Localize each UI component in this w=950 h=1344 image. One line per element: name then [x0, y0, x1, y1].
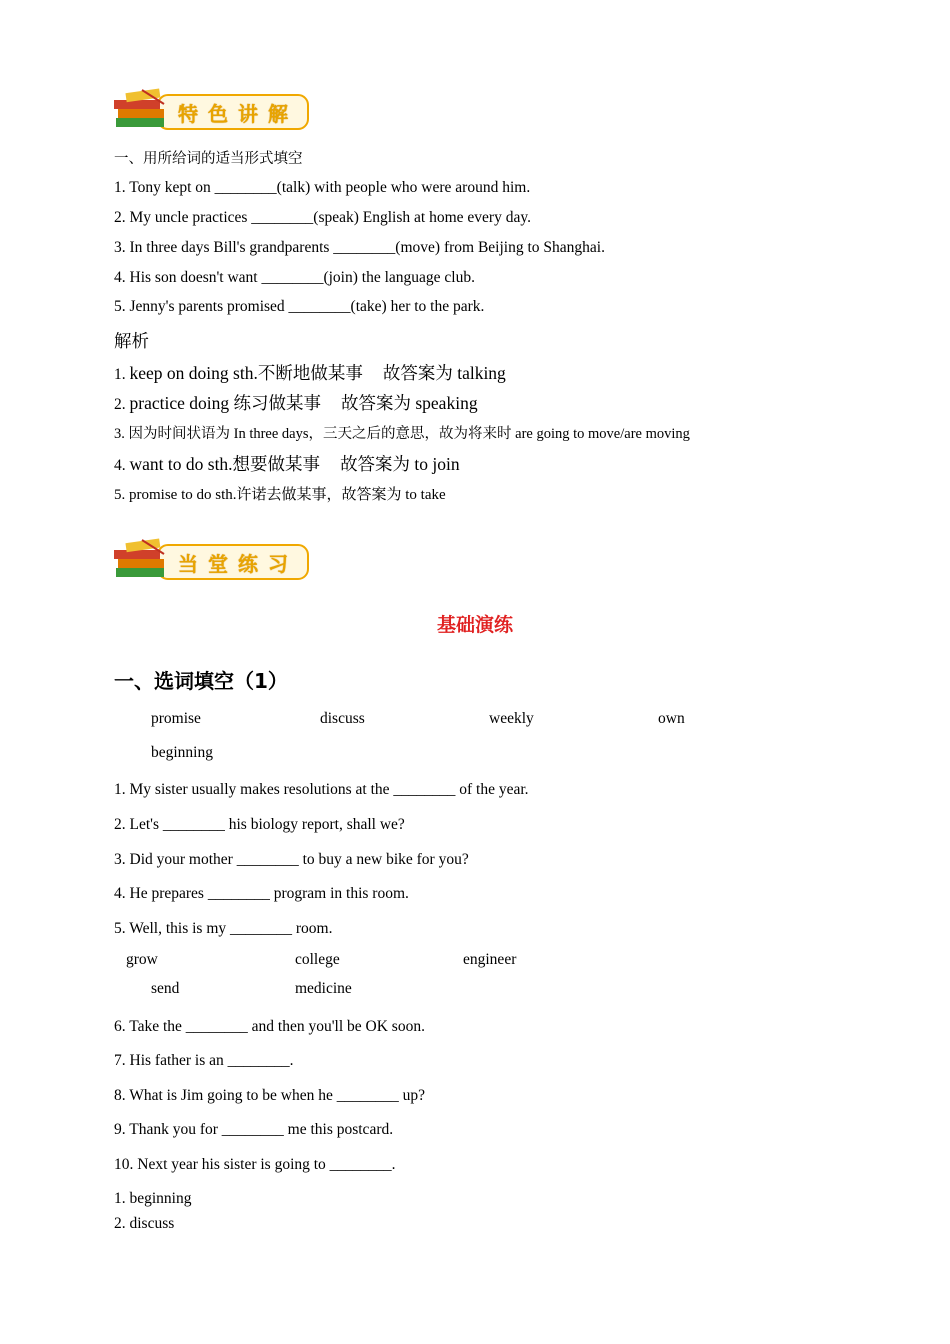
question-c-8: 8. What is Jim going to be when he ________ up? — [114, 1087, 425, 1104]
answer-1: 1. beginning — [114, 1190, 192, 1207]
word-box-2-item: send — [151, 980, 180, 997]
analysis-1 — [114, 363, 506, 385]
analysis-5-rule: 5. promise to do sth.许诺去做某事，故答案为 to take — [114, 487, 446, 503]
analysis-3-rule: 3. 因为时间状语为 In three days，三天之后的意思，故为将来时 are going to move/are moving — [114, 426, 690, 442]
analysis-4-answer: 故答案为 to join — [340, 454, 460, 474]
word-box-2-item: engineer — [463, 951, 517, 968]
word-box-2-item: grow — [126, 951, 158, 968]
exercise-intro: 一、用所给词的适当形式填空 — [114, 151, 303, 167]
analysis-4-num: 4. — [114, 457, 130, 474]
feature-badge-title: 特色讲解 — [178, 102, 298, 126]
analysis-2-answer: 故答案为 speaking — [340, 393, 478, 413]
question-a-4: 4. His son doesn't want ________(join) the language club. — [114, 269, 475, 286]
question-b-1: 1. My sister usually makes resolutions at the ________ of the year. — [114, 781, 529, 798]
analysis-title: 解析 — [114, 332, 149, 352]
word-box-2-item: college — [295, 951, 340, 968]
word-box-1-item: own — [658, 710, 685, 727]
question-b-5: 5. Well, this is my ________ room. — [114, 920, 333, 937]
question-a-2: 2. My uncle practices ________(speak) English at home every day. — [114, 209, 531, 226]
question-a-1: 1. Tony kept on ________(talk) with people who were around him. — [114, 179, 531, 196]
question-b-2: 2. Let's ________ his biology report, shall we? — [114, 816, 405, 833]
analysis-1-num: 1. — [114, 366, 130, 383]
analysis-2-rule: practice doing 练习做某事 — [129, 393, 321, 413]
analysis-3 — [114, 424, 690, 444]
word-box-2-item: medicine — [295, 980, 352, 997]
word-box-1-item: discuss — [320, 710, 365, 727]
question-a-5: 5. Jenny's parents promised ________(take) her to the park. — [114, 298, 485, 315]
analysis-5 — [114, 485, 446, 505]
word-box-1-item: promise — [151, 710, 201, 727]
question-c-6: 6. Take the ________ and then you'll be OK soon. — [114, 1018, 425, 1035]
analysis-1-rule: keep on doing sth.不断地做某事 — [129, 363, 363, 383]
analysis-2-num: 2. — [114, 396, 130, 413]
analysis-1-answer: 故答案为 talking — [382, 363, 506, 383]
basic-practice-title: 基础演练 — [436, 614, 513, 636]
question-c-10: 10. Next year his sister is going to ________. — [114, 1156, 396, 1173]
question-b-4: 4. He prepares ________ program in this room. — [114, 885, 409, 902]
word-box-1-item: weekly — [489, 710, 534, 727]
analysis-2 — [114, 393, 478, 415]
question-c-7: 7. His father is an ________. — [114, 1052, 294, 1069]
question-b-3: 3. Did your mother ________ to buy a new bike for you? — [114, 851, 469, 868]
practice-badge-title: 当堂练习 — [178, 552, 298, 576]
practice-badge — [112, 538, 312, 588]
question-a-3: 3. In three days Bill's grandparents ________(move) from Beijing to Shanghai. — [114, 239, 605, 256]
question-c-9: 9. Thank you for ________ me this postcard. — [114, 1121, 394, 1138]
answer-2: 2. discuss — [114, 1215, 175, 1232]
analysis-4-rule: want to do sth.想要做某事 — [129, 454, 321, 474]
analysis-4 — [114, 454, 460, 476]
word-box-1-item: beginning — [151, 744, 213, 761]
part-one-title: 一、选词填空（1） — [114, 669, 288, 693]
feature-badge — [112, 88, 312, 138]
